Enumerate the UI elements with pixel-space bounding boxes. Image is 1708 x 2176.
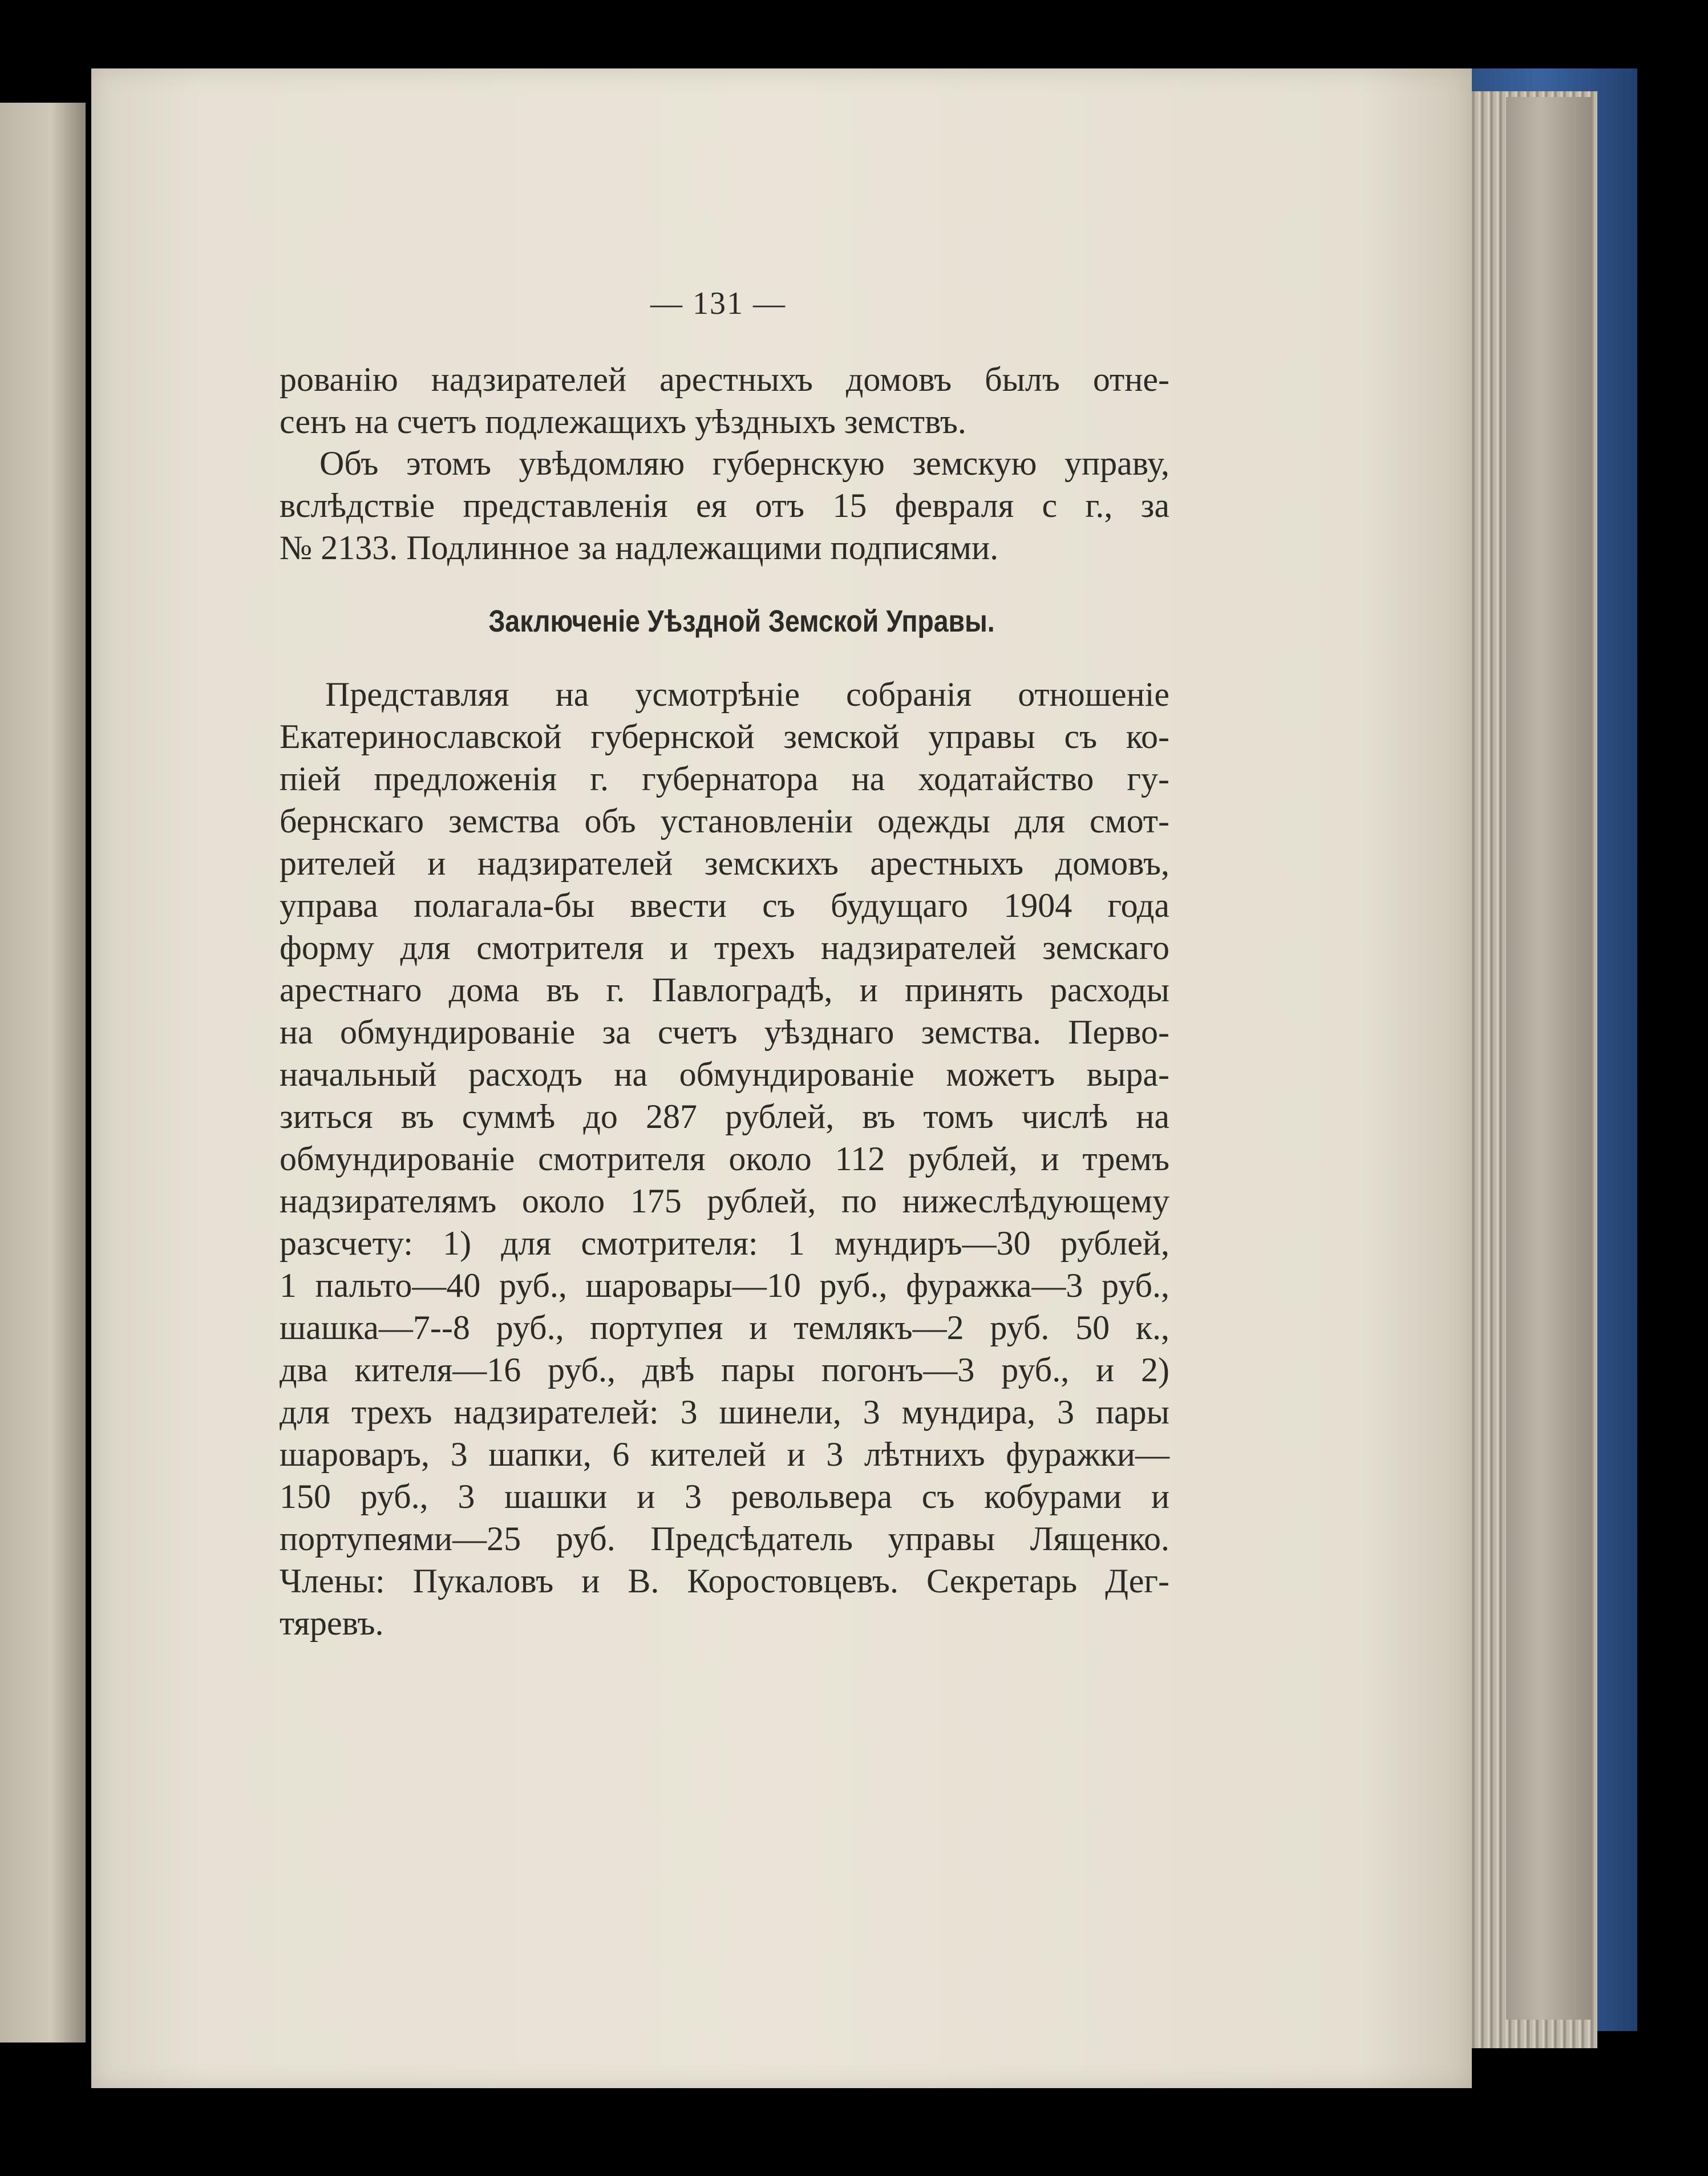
text-line: разсчету: 1) для смотрителя: 1 мундиръ—30 рублей,: [280, 1224, 1169, 1262]
text-line: зиться въ суммѣ до 287 рублей, въ томъ числѣ на: [280, 1098, 1169, 1135]
section-heading: Заключеніе Уѣздной Земской Управы.: [488, 604, 995, 638]
text-line: тяревъ.: [280, 1604, 384, 1642]
text-line: портупеями—25 руб. Предсѣдатель управы Лященко.: [280, 1520, 1169, 1558]
page-stack-inner: [1506, 97, 1592, 2020]
text-line: арестнаго дома въ г. Павлоградѣ, и принять расходы: [280, 971, 1169, 1009]
text-line: два кителя—16 руб., двѣ пары погонъ—3 руб., и 2): [280, 1351, 1169, 1389]
left-page-edge: [0, 103, 86, 2042]
text-line: форму для смотрителя и трехъ надзирателей земскаго: [280, 929, 1169, 966]
text-line: бернскаго земства объ установленіи одежды для смот-: [280, 802, 1169, 840]
text-line: Представляя на усмотрѣніе собранія отношеніе: [325, 676, 1169, 713]
text-line: № 2133. Подлинное за надлежащими подписями.: [280, 529, 999, 567]
text-line: обмундированіе смотрителя около 112 рублей, и тремъ: [280, 1140, 1169, 1178]
text-line: для трехъ надзирателей: 3 шинели, 3 мундира, 3 пары: [280, 1393, 1169, 1431]
text-line: вслѣдствіе представленія ея отъ 15 февраля с г., за: [280, 487, 1169, 524]
text-line: рителей и надзирателей земскихъ арестныхъ домовъ,: [280, 844, 1169, 882]
text-line: 1 пальто—40 руб., шаровары—10 руб., фуражка—3 руб.,: [280, 1267, 1169, 1304]
text-line: сенъ на счетъ подлежащихъ уѣздныхъ земствъ.: [280, 403, 966, 440]
text-line: Екатеринославской губернской земской управы съ ко-: [280, 718, 1169, 755]
text-line: надзирателямъ около 175 рублей, по нижеслѣдующему: [280, 1182, 1169, 1220]
text-line: Объ этомъ увѣдомляю губернскую земскую управу,: [319, 444, 1169, 482]
text-line: шароваръ, 3 шапки, 6 кителей и 3 лѣтнихъ фуражки—: [280, 1435, 1169, 1473]
text-line: на обмундированіе за счетъ уѣзднаго земства. Перво-: [280, 1013, 1169, 1051]
text-line: управа полагала-бы ввести съ будущаго 1904 года: [280, 887, 1169, 924]
text-line: рованію надзирателей арестныхъ домовъ былъ отне-: [280, 361, 1169, 398]
paragraph-3: [280, 673, 1169, 1644]
page-number: — 131 —: [650, 286, 786, 321]
text-line: 150 руб., 3 шашки и 3 револьвера съ кобурами и: [280, 1478, 1169, 1515]
text-line: піей предложенія г. губернатора на ходатайство гу-: [280, 760, 1169, 798]
paragraph-1: [280, 358, 1169, 443]
text-line: шашка—7--8 руб., портупея и темлякъ—2 руб. 50 к.,: [280, 1309, 1169, 1346]
text-line: начальный расходъ на обмундированіе можетъ выра-: [280, 1055, 1169, 1093]
paragraph-2: [280, 442, 1169, 569]
text-line: Члены: Пукаловъ и В. Коростовцевъ. Секретарь Дег-: [280, 1562, 1169, 1600]
